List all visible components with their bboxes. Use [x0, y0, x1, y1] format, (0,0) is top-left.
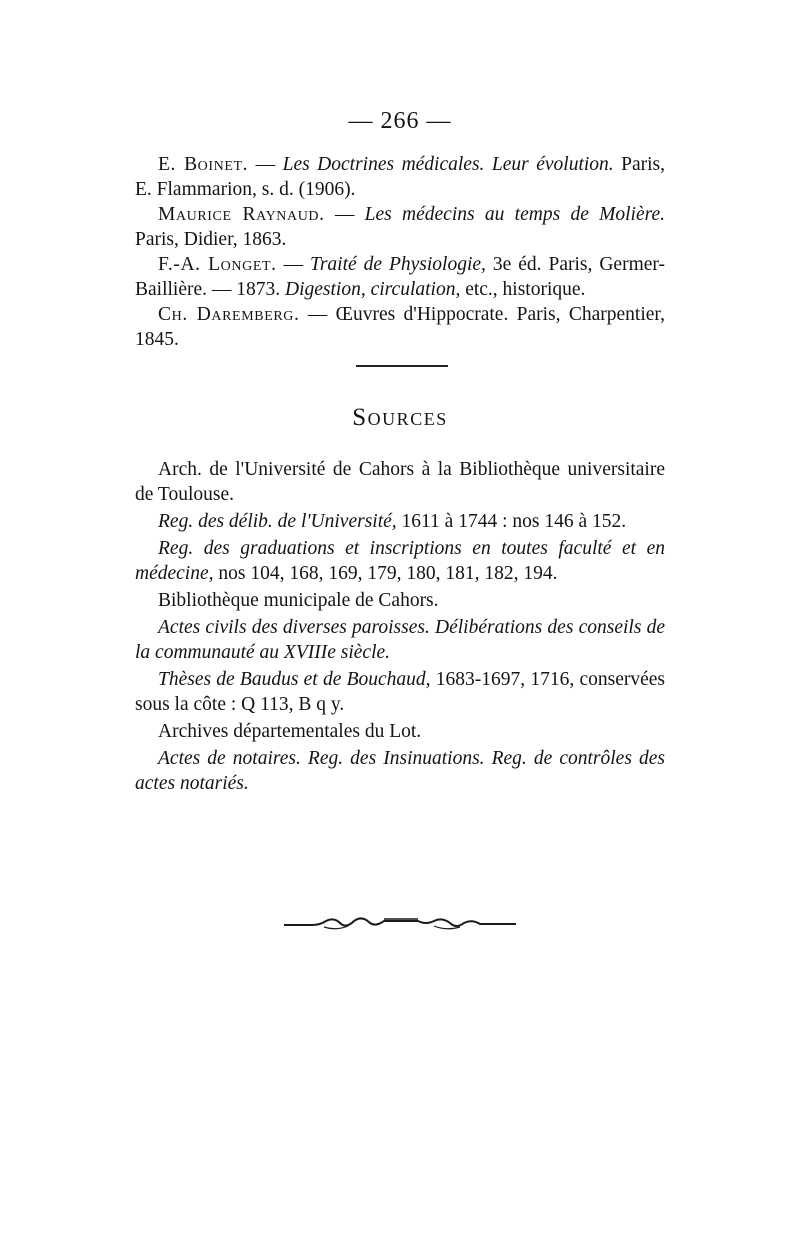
source-reg-graduations — [135, 536, 665, 586]
bib-entry-boinet: E. Boinet. — Les Doctrines médicales. Leur évolution. Paris, E. Flammarion, s. d. (1906). — [135, 154, 666, 200]
bib-details: 3e éd. Paris, Germer-Baillière. — 1873. — [135, 254, 665, 300]
bib-details: Paris, Didier, 1863. — [135, 229, 287, 250]
bib-entry-raynaud: Maurice Raynaud. — Les médecins au temps de Molière. Paris, Didier, 1863. — [135, 204, 666, 250]
bib-details-2: etc., historique. — [465, 279, 586, 300]
bib-author: F.-A. Longet. — [158, 254, 277, 275]
source-title: Reg. des graduations et inscriptions en toutes faculté et en médecine, — [135, 538, 665, 584]
source-actes-notaires: Actes de notaires. Reg. des Insinuations. Reg. de contrôles des actes notariés. — [135, 748, 665, 794]
bib-details: Paris, E. Flammarion, s. d. (1906). — [135, 154, 666, 200]
source-details: 1611 à 1744 : nos 146 à 152. — [401, 511, 627, 532]
sources-list — [135, 457, 665, 796]
source-archives-departementales: Archives départementales du Lot. — [158, 721, 422, 742]
source-reg-delib — [135, 509, 665, 534]
source-actes-civils: Actes civils des diverses paroisses. Délibérations des conseils de la communauté au XVIIIe siècle. — [135, 617, 665, 663]
bib-author: E. Boinet. — [158, 154, 249, 175]
source-details: 1683-1697, 1716, conservées sous la côte : Q 113, B q y. — [135, 669, 665, 715]
source-theses — [135, 667, 665, 717]
bib-author: Ch. Daremberg. — [158, 304, 300, 325]
bib-title: Les Doctrines médicales. Leur évolution. — [282, 154, 614, 175]
section-divider — [356, 365, 448, 367]
bib-title: Traité de Physiologie, — [310, 254, 486, 275]
source-details: nos 104, 168, 169, 179, 180, 181, 182, 194. — [218, 563, 558, 584]
page-number: — 266 — — [348, 108, 452, 134]
source-arch-universite: Arch. de l'Université de Cahors à la Bibliothèque universitaire de Toulouse. — [135, 459, 665, 505]
source-title: Reg. des délib. de l'Université, — [158, 511, 397, 532]
bibliography-list — [135, 152, 665, 352]
bib-author: Maurice Raynaud. — [158, 204, 325, 225]
sources-heading: Sources — [352, 404, 448, 431]
bib-entry-longet: F.-A. Longet. — Traité de Physiologie, 3e éd. Paris, Germer-Baillière. — 1873. Digestion, circulation, etc., historique. — [135, 254, 665, 300]
bib-details: Œuvres d'Hippocrate. Paris, Charpentier, 1845. — [135, 304, 665, 350]
end-ornament — [284, 913, 516, 937]
bib-entry-daremberg: Ch. Daremberg. — Œuvres d'Hippocrate. Paris, Charpentier, 1845. — [135, 304, 665, 350]
bib-title: Les médecins au temps de Molière. — [364, 204, 666, 225]
bib-title-2: Digestion, circulation, — [285, 279, 461, 300]
source-bib-municipale: Bibliothèque municipale de Cahors. — [158, 590, 439, 611]
source-title: Thèses de Baudus et de Bouchaud, — [158, 669, 431, 690]
